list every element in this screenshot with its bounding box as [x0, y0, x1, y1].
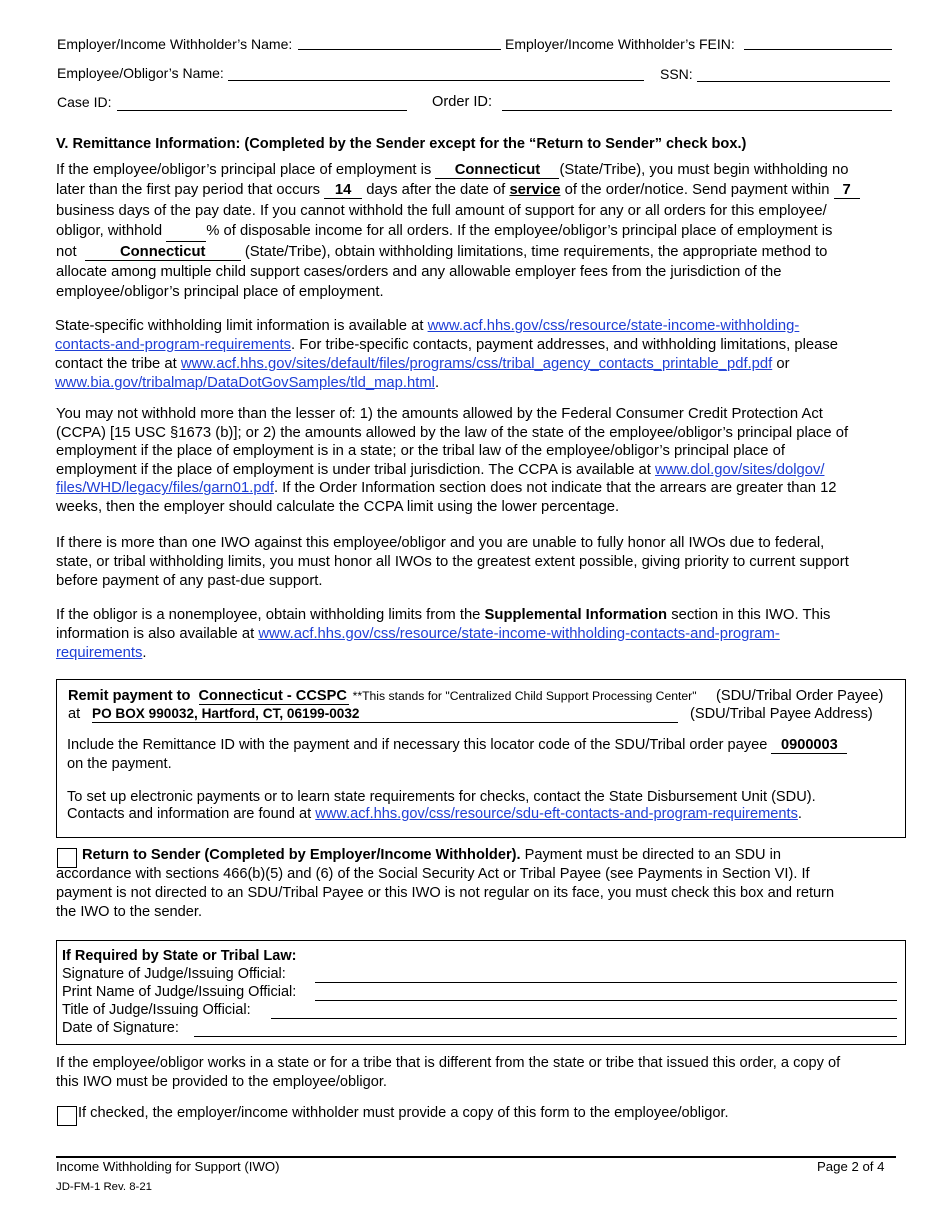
remit-row-2: [68, 706, 80, 722]
order-id-label: Order ID:: [432, 94, 493, 110]
employer-fein-label: Employer/Income Withholder’s FEIN:: [505, 36, 735, 52]
text: obligor, withhold: [56, 223, 163, 240]
state-withholding-link-cont[interactable]: contacts-and-program-requirements: [55, 337, 292, 353]
employer-fein-field[interactable]: [744, 49, 892, 50]
print-name-label: Print Name of Judge/Issuing Official:: [62, 984, 297, 1000]
title-label: Title of Judge/Issuing Official:: [62, 1002, 251, 1018]
text: business days of the pay date. If you cannot withhold the full amount of support for any or all orders for this employee/: [56, 202, 827, 219]
text: contact the tribe at: [55, 356, 177, 372]
ccpa-link[interactable]: www.dol.gov/sites/dolgov/: [655, 461, 825, 478]
text: If the obligor is a nonemployee, obtain withholding limits from the: [56, 607, 481, 623]
provide-copy-checkbox[interactable]: [57, 1106, 77, 1126]
text: the IWO to the sender.: [56, 904, 203, 920]
text: before payment of any past-due support.: [56, 573, 323, 589]
text: not: [56, 243, 77, 260]
footer-form-id: JD-FM-1 Rev. 8-21: [56, 1181, 152, 1193]
remit-label: Remit payment to: [68, 688, 191, 704]
text: % of disposable income for all orders. If the employee/obligor’s principal place of employment is: [206, 223, 833, 240]
payee-suffix: (SDU/Tribal Order Payee): [716, 688, 884, 704]
text: If there is more than one IWO against this employee/obligor and you are unable to fully honor all IWOs due to federal,: [56, 535, 825, 551]
supplemental-info-bold: Supplemental Information: [484, 607, 668, 623]
title-field[interactable]: [271, 1018, 897, 1019]
text: (CCPA) [15 USC §1673 (b)]; or 2) the amounts allowed by the law of the state of the employee/obligor’s principal place of: [56, 424, 849, 441]
address-suffix: (SDU/Tribal Payee Address): [690, 706, 873, 722]
employee-name-label: Employee/Obligor’s Name:: [57, 65, 224, 81]
text: . For tribe-specific contacts, payment addresses, and withholding limitations, please: [291, 337, 838, 353]
state-field-1[interactable]: Connecticut: [435, 162, 559, 179]
text: If the employee/obligor works in a state or for a tribe that is different from the state or tribe that issued this order, a copy of: [56, 1055, 841, 1071]
text: Payment must be directed to an SDU in: [524, 847, 781, 863]
payee-address-field[interactable]: PO BOX 990032, Hartford, CT, 06199-0032: [92, 706, 678, 723]
signature-label: Signature of Judge/Issuing Official:: [62, 966, 286, 982]
text: .: [142, 645, 147, 661]
sdu-eft-link[interactable]: www.acf.hhs.gov/css/resource/sdu-eft-contacts-and-program-requirements: [315, 805, 798, 822]
text: allocate among multiple child support cases/orders and any allowable employer fees from the jurisdiction of the: [56, 264, 782, 281]
footer-form-title: Income Withholding for Support (IWO): [56, 1159, 280, 1174]
business-days-field[interactable]: 7: [834, 182, 860, 199]
return-to-sender-paragraph: [56, 846, 896, 922]
case-id-label: Case ID:: [57, 94, 112, 110]
state-field-2[interactable]: Connecticut: [85, 244, 241, 261]
ssn-field[interactable]: [697, 81, 890, 82]
date-field[interactable]: [194, 1036, 897, 1037]
print-name-field[interactable]: [315, 1000, 897, 1001]
percent-field[interactable]: [166, 225, 206, 242]
footer-page-number: Page 2 of 4: [817, 1159, 885, 1174]
remit-row-1: [68, 688, 697, 705]
text: .: [797, 805, 802, 822]
nonemployee-link[interactable]: www.acf.hhs.gov/css/resource/state-income-withholding-contacts-and-program-: [258, 626, 780, 642]
text: employment if the place of employment is under tribal jurisdiction. The CCPA is available at: [56, 461, 651, 478]
remit-id-text: [67, 736, 847, 774]
employee-name-field[interactable]: [228, 80, 644, 81]
text: (State/Tribe), you must begin withholding no: [559, 162, 849, 178]
text: . If the Order Information section does not indicate that the arrears are greater than 12: [273, 480, 837, 497]
text: later than the first pay period that occurs: [56, 182, 321, 199]
employer-name-label: Employer/Income Withholder’s Name:: [57, 36, 293, 52]
text: weeks, then the employer should calculate the CCPA limit using the lower percentage.: [56, 498, 620, 515]
at-label: at: [68, 706, 81, 722]
employer-name-field[interactable]: [298, 49, 501, 50]
text: on the payment.: [67, 756, 172, 772]
text: Include the Remittance ID with the payment and if necessary this locator code of the SDU/Tribal order payee: [67, 737, 768, 753]
footer-rule: [56, 1156, 896, 1158]
state-withholding-link[interactable]: www.acf.hhs.gov/css/resource/state-income-withholding-: [427, 318, 800, 334]
case-id-field[interactable]: [117, 110, 407, 111]
text: (State/Tribe), obtain withholding limitations, time requirements, the appropriate method to: [244, 243, 828, 260]
text: this IWO must be provided to the employee/obligor.: [56, 1074, 387, 1090]
copy-notice: [56, 1054, 896, 1092]
provide-copy-text: If checked, the employer/income withholder must provide a copy of this form to the employee/obligor.: [78, 1105, 729, 1121]
payee-note: **This stands for "Centralized Child Support Processing Center": [352, 689, 697, 703]
text: days after the date of: [366, 182, 506, 199]
ssn-label: SSN:: [660, 66, 693, 82]
payee-name-field[interactable]: Connecticut - CCSPC: [198, 688, 347, 704]
text: or: [776, 356, 790, 372]
text: section in this IWO. This: [671, 607, 831, 623]
text: of the order/notice. Send payment within: [564, 182, 830, 199]
text: You may not withhold more than the lesser of: 1) the amounts allowed by the Federal Consumer Credit Protection Act: [56, 406, 823, 422]
paragraph-multiple-iwo: [56, 534, 894, 591]
text: state, or tribal withholding limits, you must honor all IWOs to the greatest extent possible, giving priority to current support: [56, 554, 849, 570]
section-v-heading: V. Remittance Information: (Completed by the Sender except for the “Return to Sender” check box.): [56, 136, 747, 152]
text: information is also available at: [56, 626, 255, 642]
nonemployee-link-cont[interactable]: requirements: [56, 645, 143, 661]
paragraph-state-limits: [55, 317, 893, 393]
order-id-field[interactable]: [502, 110, 892, 111]
service-word: service: [509, 182, 561, 199]
paragraph-employment: [56, 160, 894, 303]
text: employment if the place of employment is in a state; or the tribal law of the employee/obligor’s principal place of: [56, 443, 785, 460]
ccpa-link-cont[interactable]: files/WHD/legacy/files/garn01.pdf: [56, 480, 274, 497]
locator-code-field[interactable]: 0900003: [771, 737, 847, 754]
text: payment is not directed to an SDU/Tribal Payee or this IWO is not regular on its face, you must check this box and return: [56, 885, 835, 901]
date-label: Date of Signature:: [62, 1020, 179, 1036]
paragraph-nonemployee: [56, 606, 894, 663]
eft-text: [67, 789, 816, 822]
signature-field[interactable]: [315, 982, 897, 983]
tribal-contacts-link[interactable]: www.acf.hhs.gov/sites/default/files/programs/css/tribal_agency_contacts_printable_pdf.pdf: [180, 356, 773, 372]
text: If the employee/obligor’s principal place of employment is: [56, 162, 432, 178]
text: State-specific withholding limit information is available at: [55, 318, 424, 334]
text: To set up electronic payments or to learn state requirements for checks, contact the State Disbursement Unit (SDU).: [67, 789, 816, 805]
tribal-map-link[interactable]: www.bia.gov/tribalmap/DataDotGovSamples/tld_map.html: [55, 375, 435, 391]
text: .: [434, 375, 440, 391]
return-to-sender-heading: Return to Sender (Completed by Employer/Income Withholder).: [82, 847, 521, 863]
signature-box-heading: If Required by State or Tribal Law:: [62, 948, 297, 964]
text: accordance with sections 466(b)(5) and (6) of the Social Security Act or Tribal Payee (see Payments in Section VI). If: [56, 866, 810, 882]
text: employee/obligor’s principal place of employment.: [56, 284, 384, 301]
text: Contacts and information are found at: [67, 805, 312, 822]
days-after-field[interactable]: 14: [324, 182, 362, 199]
paragraph-ccpa: [56, 405, 894, 517]
